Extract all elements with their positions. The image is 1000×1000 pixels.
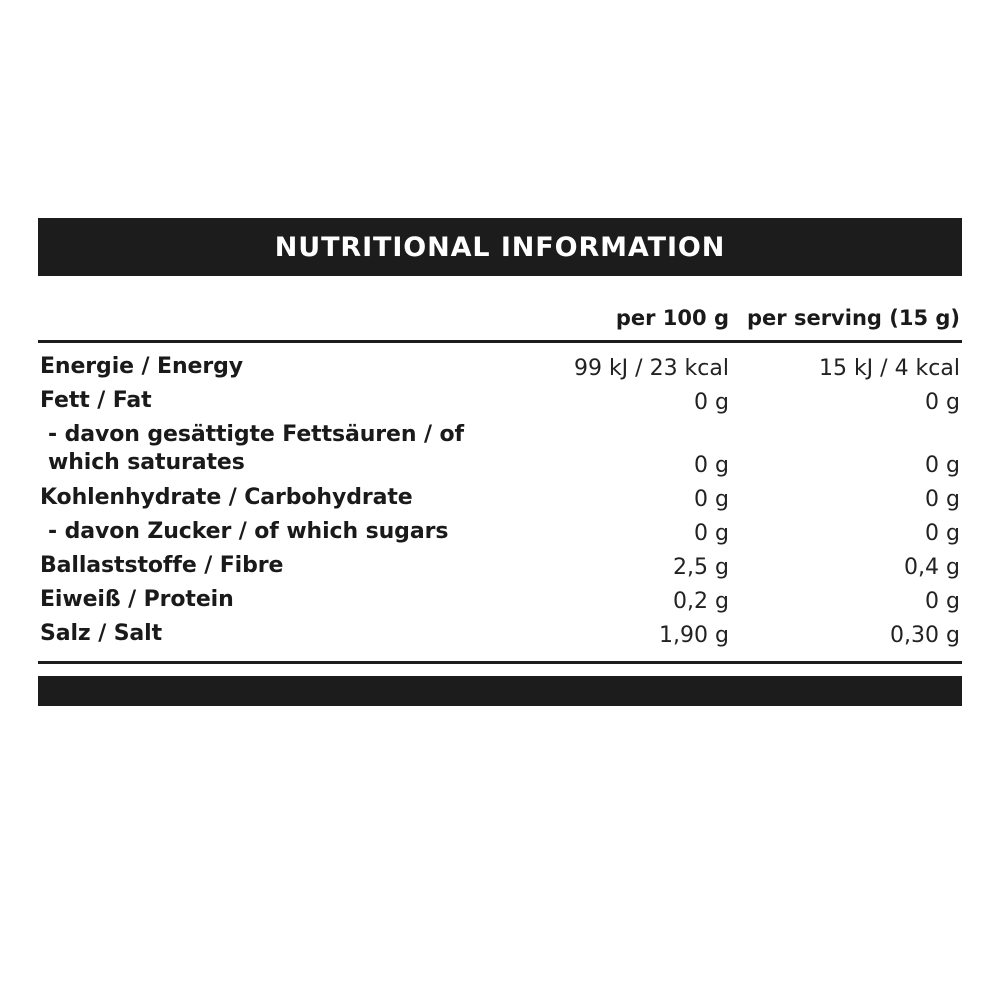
row-value-per-100g: 0 g	[694, 520, 729, 546]
row-value-per-100g: 2,5 g	[673, 555, 729, 581]
table-row	[38, 617, 962, 651]
row-value-per-100g: 99 kJ / 23 kcal	[573, 356, 729, 382]
row-value-per-serving: 0 g	[925, 520, 960, 546]
row-value-per-serving: 0,30 g	[890, 623, 960, 649]
table-body	[38, 342, 962, 652]
row-value-per-serving: 0 g	[925, 589, 960, 615]
column-header-per-100g: per 100 g	[518, 306, 731, 342]
table-bottom-rule	[38, 661, 962, 664]
row-value-per-serving: 0 g	[925, 390, 960, 416]
table-row	[38, 481, 962, 515]
column-header-per-serving: per serving (15 g)	[731, 306, 962, 342]
table-row	[38, 418, 962, 480]
table-header	[38, 306, 962, 342]
row-value-per-serving: 15 kJ / 4 kcal	[818, 356, 960, 382]
table-row	[38, 342, 962, 385]
row-label: Kohlenhydrate / Carbohydrate	[40, 484, 413, 510]
row-label: Eiweiß / Protein	[40, 587, 234, 613]
row-value-per-100g: 0,2 g	[673, 589, 729, 615]
nutrition-table	[38, 306, 962, 651]
row-label: Energie / Energy	[40, 354, 243, 379]
row-value-per-serving: 0 g	[925, 486, 960, 512]
column-header-label	[38, 306, 518, 342]
table-header-row	[38, 306, 962, 342]
row-value-per-serving: 0 g	[925, 452, 960, 478]
table-row	[38, 549, 962, 583]
table-row	[38, 384, 962, 418]
page-title: NUTRITIONAL INFORMATION	[274, 231, 726, 263]
row-label: Salz / Salt	[40, 621, 163, 647]
row-value-per-100g: 1,90 g	[659, 623, 729, 649]
table-row	[38, 583, 962, 617]
row-value-per-serving: 0,4 g	[904, 555, 960, 581]
nutrition-panel	[38, 218, 962, 706]
row-label: Ballaststoffe / Fibre	[40, 552, 284, 578]
nutrition-title-bar	[38, 218, 962, 276]
nutrition-footer-bar	[38, 676, 962, 706]
row-label: - davon gesättigte Fettsäuren / of which saturates	[48, 422, 464, 476]
row-value-per-100g: 0 g	[694, 390, 729, 416]
row-label: Fett / Fat	[40, 388, 152, 414]
row-label: - davon Zucker / of which sugars	[48, 518, 449, 544]
table-row	[38, 515, 962, 549]
row-value-per-100g: 0 g	[694, 452, 729, 478]
row-value-per-100g: 0 g	[694, 486, 729, 512]
